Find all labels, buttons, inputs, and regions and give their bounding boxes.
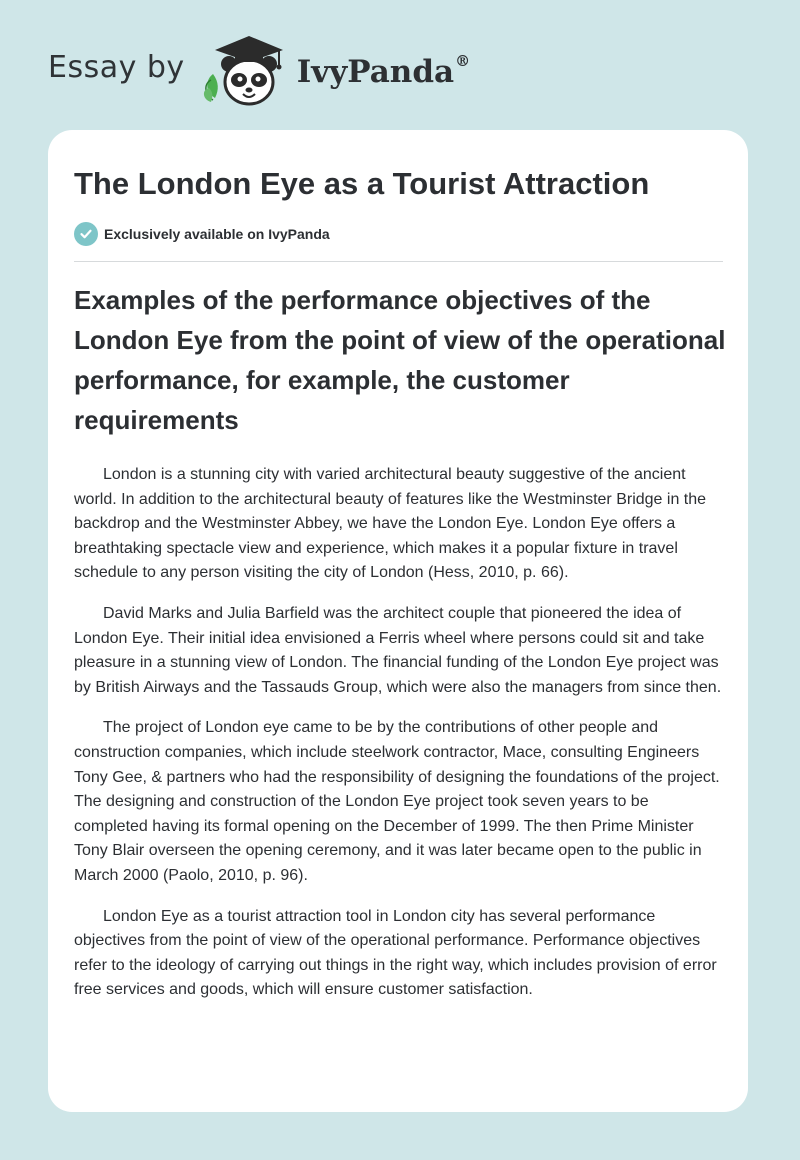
essay-body [74,463,726,1019]
section-heading: Examples of the performance objectives of the London Eye from the point of view of the operational performance, for example, the customer requirements [74,285,726,435]
check-icon [74,222,98,246]
site-header [48,30,470,110]
paragraph: London Eye as a tourist attraction tool in London city has several performance objectives from the point of view of the operational performance. Performance objectives refer to the ideology of carrying out things in the right way, which includes provision of error free services and goods, which will ensure customer satisfaction. [74,907,717,999]
exclusive-label: Exclusively available on IvyPanda [104,226,330,242]
exclusive-badge [74,222,330,246]
divider [74,261,723,262]
panda-graduate-icon[interactable] [199,30,295,110]
paragraph: The project of London eye came to be by the contributions of other people and construction companies, which include steelwork contractor, Mace, consulting Engineers Tony Gee, & partners who had the responsibility of designing the foundations of the project. The designing and construction of the London Eye project took seven years to be completed having its formal opening on the December of 1999. The then Prime Minister Tony Blair overseen the opening ceremony, and it was later became open to the public in March 2000 (Paolo, 2010, p. 96). [74,719,720,884]
registered-mark: ® [455,52,471,70]
paragraph: London is a stunning city with varied architectural beauty suggestive of the ancient world. In addition to the architectural beauty of features like the Westminster Bridge in the backdrop and the Westminster Abbey, we have the London Eye. London Eye offers a breathtaking spectacle view and experience, which makes it a popular fixture in travel schedule to any person visiting the city of London (Hess, 2010, p. 66). [74,466,707,582]
brand-text: IvyPanda [296,54,455,90]
page-title: The London Eye as a Tourist Attraction [74,166,650,201]
brand-name[interactable] [297,52,470,90]
essay-card [48,130,748,1112]
paragraph: David Marks and Julia Barfield was the architect couple that pioneered the idea of London Eye. Their initial idea envisioned a Ferris wheel where persons could sit and take pleasure in a stunning view of London. The financial funding of the London Eye project was by British Airways and the Tassauds Group, which were also the managers from since then. [74,604,722,696]
leaf-icon [204,74,218,102]
essay-by-label: Essay by [48,49,185,85]
